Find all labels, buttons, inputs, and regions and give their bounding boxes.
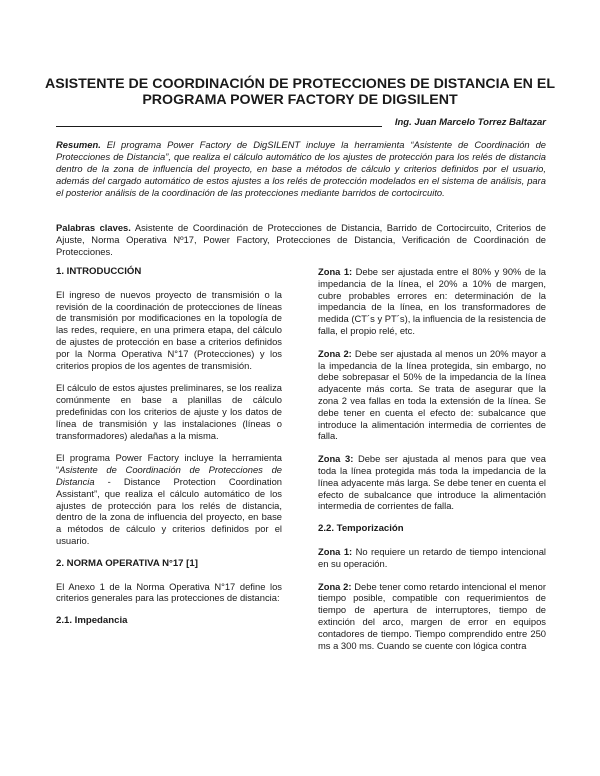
zona-1-paragraph bbox=[318, 266, 546, 337]
keywords-label: Palabras claves. bbox=[56, 222, 131, 233]
temporizacion-zona-1-paragraph bbox=[318, 546, 546, 570]
zona-1-label: Zona 1: bbox=[318, 266, 353, 277]
temporizacion-zona-2-label: Zona 2: bbox=[318, 580, 352, 592]
intro-paragraph-2: El cálculo de estos ajustes preliminares, se los realiza comúnmente en base a planillas de cálculo predefinidas con los criterios de ajuste y los datos de línea de transmisión y las instalaciones (líneas o transformadores) aledañas a la misma. bbox=[56, 382, 282, 441]
intro-paragraph-3-tool-name: Asistente de Coordinación de Protecciones de Distancia bbox=[56, 464, 282, 487]
intro-paragraph-1: El ingreso de nuevos proyecto de transmisión o la revisión de la coordinación de protecciones de líneas de transmisión por modificaciones en la topología de las redes, requiere, en una primera etapa, del cálculo de ajustes de protección en base a criterios definidos por la Norma Operativa N°17 (Protecciones) y los criterios propios de los agentes de transmisión. bbox=[56, 288, 282, 371]
zona-2-text: Debe ser ajustada al menos un 20% mayor a la impedancia de la línea protegida, sin embargo, no debe sobrepasar el 50% de la impedancia de la línea adyacente más corta. Se trata de asegurar que la zona 2 vea fallas en toda la extensión de la línea. Se debe tener en cuenta el efecto de: subalcance que introduce la alimentación intermedia de corrientes de falla. bbox=[318, 347, 546, 442]
abstract-label: Resumen. bbox=[56, 139, 101, 150]
intro-paragraph-3 bbox=[56, 452, 282, 546]
left-column bbox=[56, 266, 282, 638]
section-2-heading: 2. NORMA OPERATIVA N°17 [1] bbox=[56, 557, 198, 569]
intro-paragraph-3-start: El programa Power Factory incluye la herramienta “ bbox=[56, 452, 282, 476]
temporizacion-zona-2-paragraph bbox=[318, 581, 546, 652]
zona-2-label: Zona 2: bbox=[318, 347, 352, 359]
subsection-2-2-heading: 2.2. Temporización bbox=[318, 523, 404, 535]
paper-title: ASISTENTE DE COORDINACIÓN DE PROTECCIONES DE DISTANCIA EN EL PROGRAMA POWER FACTORY DE DIGSILENT bbox=[44, 76, 555, 108]
keywords bbox=[56, 222, 546, 258]
right-column bbox=[318, 266, 546, 662]
author-line bbox=[56, 117, 546, 129]
keywords-text: Asistente de Coordinación de Protecciones de Distancia, Barrido de Cortocircuito, Criterios de Ajuste, Norma Operativa Nº17, Power Factory, Protecciones de Distancia, Verificación de Coordinación de Protecciones. bbox=[56, 222, 546, 257]
temporizacion-zona-1-text: No requiere un retardo de tiempo intencional en su operación. bbox=[318, 545, 546, 569]
abstract-text: El programa Power Factory de DigSILENT incluye la herramienta “Asistente de Coordinación de Protecciones de Distancia”, que realiza el cálculo automático de los ajustes de protección para los relés de distancia dentro de la zona de influencia del proyecto, en base a métodos de cálculo y criterios definidos por el usuario, además del cargado automático de estos ajustes a los relés de protección modelados en el sistema de análisis, para el posterior análisis de la coordinación de las protecciones mediante barridos de cortocircuito. bbox=[56, 139, 546, 198]
zona-3-paragraph bbox=[318, 453, 546, 512]
temporizacion-zona-2-text: Debe tener como retardo intencional el menor tiempo posible, compatible con requerimientos de tiempo de apertura de interruptores, tiempo de extinción del arco, margen de error en equipos contadores de tiempo. Tiempo comprendido entre 250 ms a 300 ms. Cuando se cuente con lógica contra bbox=[318, 580, 546, 651]
section-1-heading: 1. INTRODUCCIÓN bbox=[56, 266, 142, 277]
subsection-2-1-heading: 2.1. Impedancia bbox=[56, 615, 128, 627]
zona-1-text: Debe ser ajustada entre el 80% y 90% de la impedancia de la línea, el 20% a 10% de margen, cubre probables errores en: determinación de la impedancia de la línea, en los transformadores de medida (CT´s y PT´s), la influencia de la resistencia de falla, el propio relé, etc. bbox=[318, 266, 546, 336]
norma-paragraph: El Anexo 1 de la Norma Operativa N°17 define los criterios generales para las protecciones de distancia: bbox=[56, 580, 282, 604]
zona-3-label: Zona 3: bbox=[318, 453, 354, 465]
author-name: Ing. Juan Marcelo Torrez Baltazar bbox=[394, 117, 546, 128]
temporizacion-zona-1-label: Zona 1: bbox=[318, 545, 353, 557]
abstract bbox=[56, 139, 546, 199]
zona-3-text: Debe ser ajustada al menos para que vea toda la línea protegida más toda la impedancia de la línea adyacente más larga. Se debe tener en cuenta el efecto de subalcance que introduce la alimentación intermedia de corrientes de falla. bbox=[318, 453, 546, 512]
zona-2-paragraph bbox=[318, 348, 546, 442]
author-underline bbox=[56, 126, 382, 127]
intro-paragraph-3-end: - Distance Protection Coordination Assistant”, que realiza el cálculo automático de los ajustes de protección para los relés de distancia, dentro de la zona de influencia del proyecto, en base a métodos de cálculo y criterios definidos por el usuario. bbox=[56, 475, 282, 546]
